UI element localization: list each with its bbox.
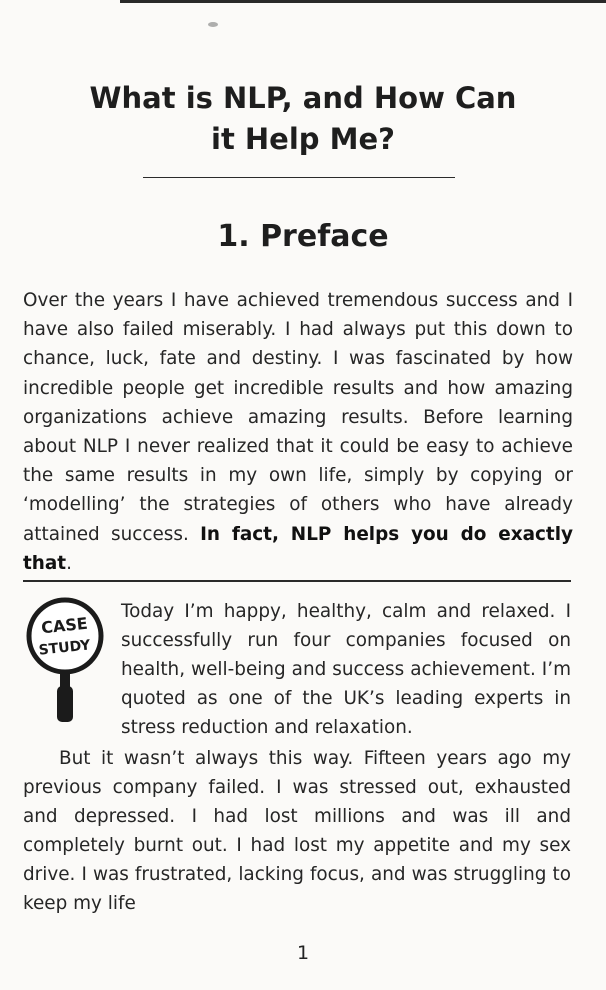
chapter-title-line-1: What is NLP, and How Can [89,81,517,115]
page-number: 1 [296,942,310,964]
case-label-line-1: CASE [40,613,89,638]
lens-neck [60,674,70,688]
case-study-magnifying-glass-icon [22,596,108,726]
preface-emphasis: In fact, NLP helps you do exactly that [23,523,573,574]
page-top-edge [120,0,606,3]
lens-handle [57,686,73,722]
case-label-line-2: STUDY [38,637,92,659]
chapter-title [40,78,566,160]
chapter-title-line-2: it Help Me? [211,122,395,156]
case-study-paragraph: Today I’m happy, healthy, calm and relaxed. I successfully run four companies focused on health, well-being and success achievement. I’m quoted as one of the UK’s leading experts in stress reduction and relaxation. [121,601,571,738]
section-title: 1. Preface [217,219,389,254]
section-divider [23,580,571,582]
lens-ring [29,600,101,672]
preface-paragraph [23,286,573,578]
title-divider [143,177,455,178]
continuation-paragraph: But it wasn’t always this way. Fifteen years ago my previous company failed. I was stressed out, exhausted and depressed. I had lost millions and was ill and completely burnt out. I had lost my appetite and my sex drive. I was frustrated, lacking focus, and was struggling to keep my life [23,748,571,914]
print-smudge [208,22,218,27]
preface-text: Over the years I have achieved tremendous success and I have also failed miserably. I had always put this down to chance, luck, fate and destiny. I was fascinated by how incredible people get incredible results and how amazing organizations achieve amazing results. Before learning about NLP I never realized that it could be easy to achieve the same results in my own life, simply by copying or ‘modelling’ the strategies of others who have already attained success. [23,290,573,545]
preface-end: . [66,552,72,574]
